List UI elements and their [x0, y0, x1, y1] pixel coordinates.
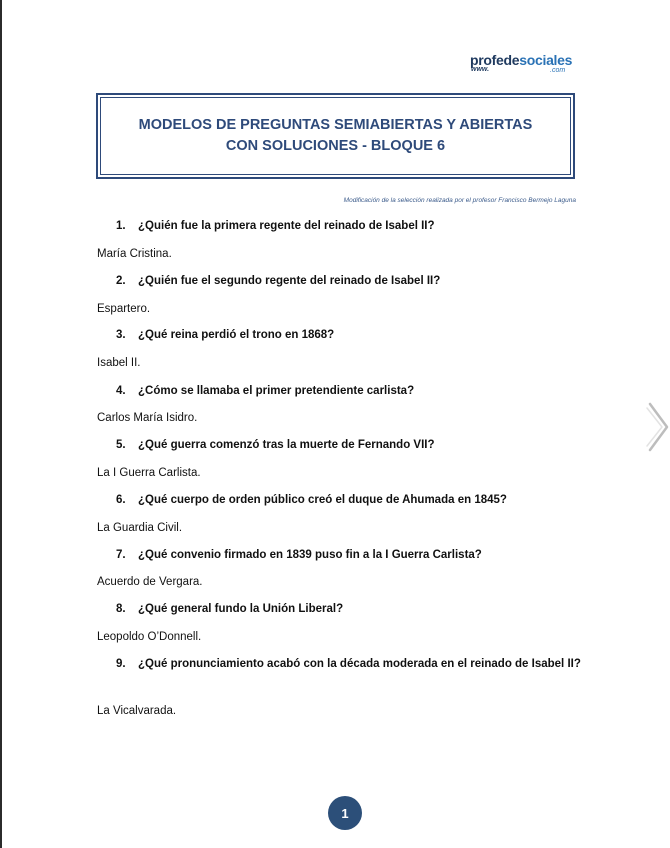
logo-com: .com	[550, 67, 566, 74]
answer-9: La Vicalvarada.	[97, 705, 177, 717]
question-number: 1.	[116, 220, 126, 232]
question-text: ¿Qué reina perdió el trono en 1868?	[138, 329, 335, 341]
chevron-right-icon[interactable]	[645, 401, 670, 453]
answer-2: Espartero.	[97, 303, 151, 315]
question-number: 7.	[116, 549, 126, 561]
question-number: 5.	[116, 439, 126, 451]
question-text: ¿Quién fue la primera regente del reinado de Isabel II?	[138, 220, 435, 232]
question-text: ¿Qué guerra comenzó tras la muerte de Fernando VII?	[138, 439, 435, 451]
logo-text-part2: sociales	[519, 52, 573, 68]
question-number: 9.	[116, 658, 126, 670]
question-1	[116, 218, 581, 235]
question-text: ¿Qué pronunciamiento acabó con la década moderada en el reinado de Isabel II?	[138, 658, 581, 670]
page-title	[139, 115, 533, 157]
question-7	[116, 547, 581, 564]
question-text: ¿Qué convenio firmado en 1839 puso fin a la I Guerra Carlista?	[138, 549, 482, 561]
answer-5: La I Guerra Carlista.	[97, 467, 201, 479]
question-number: 3.	[116, 329, 126, 341]
answer-4: Carlos María Isidro.	[97, 412, 198, 424]
logo-www: www.	[471, 66, 490, 73]
logo-text-part1: profede	[470, 52, 520, 68]
question-3	[116, 327, 581, 344]
question-text: ¿Qué general fundo la Unión Liberal?	[138, 603, 344, 615]
question-5	[116, 437, 581, 454]
question-8	[116, 601, 581, 618]
answer-6: La Guardia Civil.	[97, 522, 183, 534]
question-4	[116, 383, 581, 400]
question-number: 6.	[116, 494, 126, 506]
question-text: ¿Cómo se llamaba el primer pretendiente carlista?	[138, 385, 415, 397]
title-box	[96, 93, 575, 179]
title-line-2: CON SOLUCIONES - BLOQUE 6	[225, 138, 446, 154]
page-left-border	[0, 0, 2, 848]
title-line-1: MODELOS DE PREGUNTAS SEMIABIERTAS Y ABIERTAS	[138, 117, 533, 133]
chevron-right-icon-svg	[645, 401, 670, 453]
answer-3: Isabel II.	[97, 357, 141, 369]
question-9	[116, 656, 581, 673]
question-text: ¿Quién fue el segundo regente del reinado de Isabel II?	[138, 275, 441, 287]
question-number: 2.	[116, 275, 126, 287]
answer-7: Acuerdo de Vergara.	[97, 576, 203, 588]
question-text: ¿Qué cuerpo de orden público creó el duque de Ahumada en 1845?	[138, 494, 507, 506]
question-number: 4.	[116, 385, 126, 397]
question-2	[116, 273, 581, 290]
question-number: 8.	[116, 603, 126, 615]
question-6	[116, 492, 581, 509]
answer-8: Leopoldo O’Donnell.	[97, 631, 202, 643]
page-number-badge: 1	[328, 796, 362, 830]
credit-note: Modificación de la selección realizada por el profesor Francisco Bermejo Laguna	[343, 197, 576, 204]
profedesociales-logo	[470, 52, 580, 80]
answer-1: María Cristina.	[97, 248, 172, 260]
